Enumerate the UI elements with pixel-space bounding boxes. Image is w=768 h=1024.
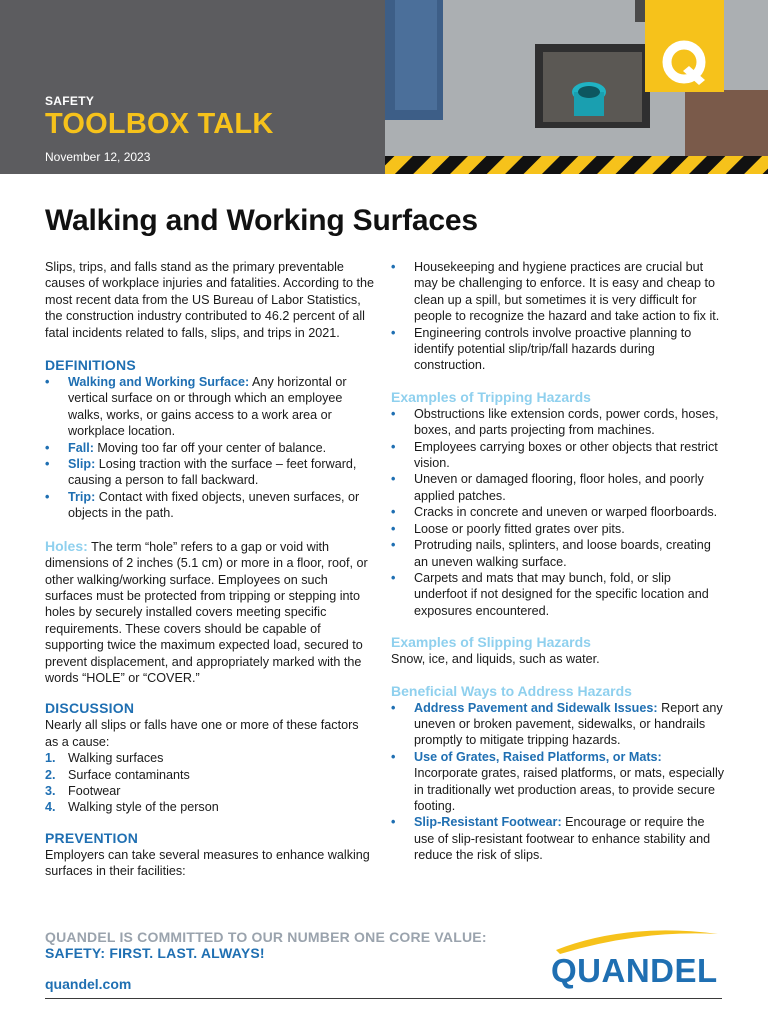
definitions-heading: DEFINITIONS <box>45 357 136 374</box>
beneficial-text: Report any uneven or broken pavement, sidewalks, or handrails promptly to mitigate tripping hazards. <box>414 700 723 748</box>
definition-term: Slip: <box>68 457 96 472</box>
header-photo <box>385 0 768 174</box>
discussion-heading: DISCUSSION <box>45 700 135 717</box>
factor-item <box>45 750 375 766</box>
factor-text: Footwear <box>68 783 121 798</box>
beneficial-list <box>391 700 727 864</box>
bullet-icon: • <box>391 439 396 454</box>
tripping-item-text: Obstructions like extension cords, power cords, hoses, boxes, and parts projecting from machines. <box>414 406 719 438</box>
tripping-item <box>391 439 727 472</box>
series-title: TOOLBOX TALK <box>45 108 274 140</box>
tripping-item <box>391 537 727 570</box>
factor-text: Surface contaminants <box>68 767 190 782</box>
bullet-icon: • <box>391 749 396 764</box>
bullet-icon: • <box>391 815 396 830</box>
slipping-text: Snow, ice, and liquids, such as water. <box>391 652 600 667</box>
factor-number: 1. <box>45 751 56 766</box>
beneficial-heading: Beneficial Ways to Address Hazards <box>391 682 632 699</box>
slipping-heading: Examples of Slipping Hazards <box>391 634 591 651</box>
bullet-icon: • <box>45 375 50 390</box>
left-column <box>45 259 375 880</box>
factor-number: 2. <box>45 767 56 782</box>
definition-text: Any horizontal or vertical surface on or through which an employee walks, works, or gains access to a work area or workplace location. <box>68 375 347 439</box>
bullet-icon: • <box>391 505 396 520</box>
definition-text: Contact with fixed objects, uneven surfaces, or objects in the path. <box>68 489 360 521</box>
tripping-heading: Examples of Tripping Hazards <box>391 388 591 405</box>
discussion-intro: Nearly all slips or falls have one or more of these factors as a cause: <box>45 718 359 749</box>
logo-wordmark: QUANDEL <box>551 952 718 989</box>
definition-term: Walking and Working Surface: <box>68 375 250 390</box>
prevention-text: Employers can take several measures to enhance walking surfaces in their facilities: <box>45 847 370 879</box>
definition-item <box>45 456 375 489</box>
factor-number: 3. <box>45 783 56 798</box>
bullet-icon: • <box>45 457 50 472</box>
website-link[interactable]: quandel.com <box>45 976 132 992</box>
prevention-item <box>391 325 727 374</box>
factor-item <box>45 783 375 799</box>
publish-date: November 12, 2023 <box>45 150 151 164</box>
definitions-list <box>45 374 375 522</box>
factor-item <box>45 767 375 783</box>
tripping-item-text: Uneven or damaged flooring, floor holes, and poorly applied patches. <box>414 472 704 503</box>
right-column <box>391 259 727 864</box>
tripping-item-text: Loose or poorly fitted grates over pits. <box>414 521 625 536</box>
beneficial-term: Address Pavement and Sidewalk Issues: <box>414 700 658 715</box>
header-gray-panel <box>0 0 385 174</box>
quandel-q-badge <box>645 0 724 92</box>
bullet-icon: • <box>391 260 396 274</box>
tripping-list <box>391 406 727 619</box>
bullet-icon: • <box>391 570 396 585</box>
tripping-item-text: Carpets and mats that may bunch, fold, or slip underfoot if not designed for the specific location and exposures encountered. <box>414 570 709 618</box>
page-title: Walking and Working Surfaces <box>45 204 478 237</box>
factor-item <box>45 799 375 815</box>
factor-number: 4. <box>45 800 56 815</box>
holes-text: The term “hole” refers to a gap or void with dimensions of 2 inches (5.1 cm) or more in a floor, roof, or other walking/working surface. Employees on such surfaces must be protected from tripping or stepping into holes by securely installed covers meeting specific requirements. These covers should be capable of supporting twice the maximum expected load, secured to prevent displacement, and appropriately marked with the words “HOLE” or “COVER.” <box>45 539 368 685</box>
definition-term: Trip: <box>68 489 96 504</box>
quandel-logo-icon <box>548 928 724 990</box>
beneficial-term: Use of Grates, Raised Platforms, or Mats: <box>414 749 662 764</box>
bullet-icon: • <box>391 538 396 553</box>
definition-item <box>45 374 375 440</box>
footer-divider <box>45 998 722 999</box>
holes-paragraph <box>45 538 375 687</box>
beneficial-term: Slip-Resistant Footwear: <box>414 815 562 830</box>
bullet-icon: • <box>45 440 50 455</box>
factors-list <box>45 750 375 816</box>
bullet-icon: • <box>391 700 396 715</box>
beneficial-text: Encourage or require the use of slip-resistant footwear to enhance stability and reduce the risk of slips. <box>414 815 711 863</box>
holes-lead: Holes: <box>45 537 88 554</box>
definition-item <box>45 489 375 522</box>
tripping-item <box>391 570 727 619</box>
bullet-icon: • <box>391 521 396 536</box>
header-banner <box>0 0 768 174</box>
tripping-item-text: Cracks in concrete and uneven or warped floorboards. <box>414 505 718 520</box>
factor-text: Walking surfaces <box>68 751 164 766</box>
tripping-item <box>391 504 727 520</box>
footer-commitment: QUANDEL IS COMMITTED TO OUR NUMBER ONE CORE VALUE: <box>45 929 487 945</box>
prevention-item-text: Engineering controls involve proactive planning to identify potential slip/trip/fall hazards during construction. <box>414 325 692 373</box>
q-logo-icon <box>645 0 724 92</box>
beneficial-text: Incorporate grates, raised platforms, or mats, especially in traditionally wet production areas, to provide secure footing. <box>414 766 725 813</box>
beneficial-item <box>391 814 727 863</box>
factor-text: Walking style of the person <box>68 800 219 815</box>
header-kicker: SAFETY <box>45 94 95 108</box>
tripping-item-text: Protruding nails, splinters, and loose boards, creating an uneven walking surface. <box>414 538 711 569</box>
footer-motto: SAFETY: FIRST. LAST. ALWAYS! <box>45 945 265 961</box>
definition-text: Moving too far off your center of balance. <box>93 440 327 455</box>
bullet-icon: • <box>391 472 396 487</box>
tripping-item <box>391 406 727 439</box>
prevention-bullets <box>391 259 727 374</box>
beneficial-item <box>391 749 727 815</box>
tripping-item <box>391 521 727 537</box>
intro-paragraph: Slips, trips, and falls stand as the primary preventable causes of workplace injuries and fatalities. According to the most recent data from the US Bureau of Labor Statistics, the construction industry contributed to 46.2 percent of all fatal incidents related to falls, slips, and trips in 2021. <box>45 260 375 340</box>
definition-term: Fall: <box>68 440 94 455</box>
prevention-heading: PREVENTION <box>45 829 139 846</box>
prevention-item-text: Housekeeping and hygiene practices are crucial but may be challenging to enforce. It is easy and cheap to clean up a spill, but sometimes it is very difficult for people to recognize the hazard and take action to fix it. <box>414 260 720 324</box>
prevention-item <box>391 259 727 325</box>
definition-text: Losing traction with the surface – feet forward, causing a person to fall backward. <box>68 457 357 488</box>
definition-item <box>45 440 375 456</box>
bullet-icon: • <box>391 325 396 340</box>
beneficial-item <box>391 700 727 749</box>
bullet-icon: • <box>391 406 396 421</box>
bullet-icon: • <box>45 489 50 504</box>
quandel-logo <box>548 928 724 990</box>
tripping-item <box>391 471 727 504</box>
tripping-item-text: Employees carrying boxes or other objects that restrict vision. <box>414 439 718 471</box>
